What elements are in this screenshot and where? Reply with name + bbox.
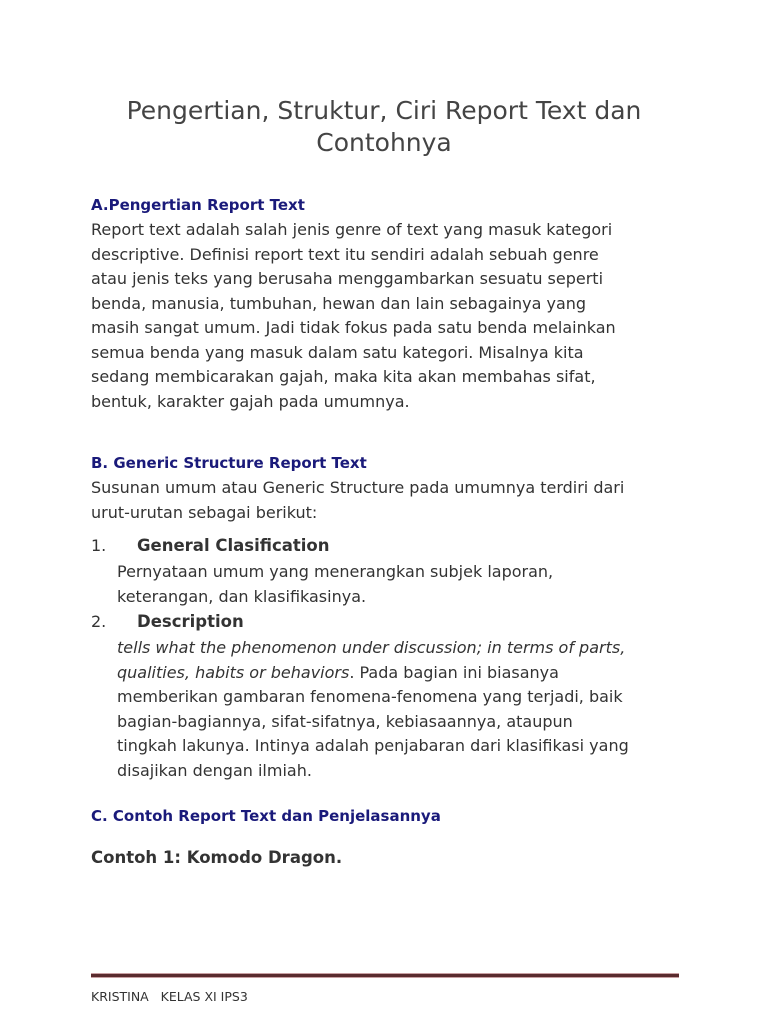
italic-text: qualities, habits or behaviors — [117, 662, 350, 682]
section-a-body — [91, 218, 616, 414]
item-number: 2. — [91, 612, 107, 631]
paragraph-line: masih sangat umum. Jadi tidak fokus pada satu benda melainkan — [91, 318, 616, 337]
paragraph-line: descriptive. Definisi report text itu sendiri adalah sebuah genre — [91, 244, 599, 264]
paragraph-line: disajikan dengan ilmiah. — [117, 760, 312, 780]
item-title: Description — [137, 612, 244, 631]
paragraph-line: bentuk, karakter gajah pada umumnya. — [91, 391, 410, 411]
paragraph-line: sedang membicarakan gajah, maka kita akan membahas sifat, — [91, 367, 596, 386]
section-a-heading: A.Pengertian Report Text — [91, 196, 305, 214]
footer — [91, 989, 248, 1004]
paragraph-line: Pernyataan umum yang menerangkan subjek laporan, — [117, 562, 554, 581]
paragraph-line: benda, manusia, tumbuhan, hewan dan lain sebagainya yang — [91, 293, 587, 313]
list-item-heading — [91, 611, 244, 633]
paragraph-line: tingkah lakunya. Intinya adalah penjabaran dari klasifikasi yang — [117, 736, 629, 755]
title-line: Contohnya — [316, 128, 452, 157]
paragraph-line: semua benda yang masuk dalam satu kategori. Misalnya kita — [91, 342, 584, 362]
paragraph-line: urut-urutan sebagai berikut: — [91, 502, 318, 522]
paragraph-line: Susunan umum atau Generic Structure pada umumnya terdiri dari — [91, 478, 625, 497]
italic-text: tells what the phenomenon under discussion; in terms of parts, — [117, 638, 626, 657]
section-c-heading: C. Contoh Report Text dan Penjelasannya — [91, 807, 441, 825]
example-title: Contoh 1: Komodo Dragon. — [91, 848, 343, 867]
footer-name: KRISTINA — [91, 989, 149, 1004]
paragraph-line: Report text adalah salah jenis genre of text yang masuk kategori — [91, 220, 613, 239]
paragraph-line: keterangan, dan klasifikasinya. — [117, 586, 367, 606]
paragraph-line: atau jenis teks yang berusaha menggambarkan sesuatu seperti — [91, 269, 604, 288]
paragraph-line — [117, 661, 629, 686]
footer-class: KELAS XI IPS3 — [160, 989, 248, 1004]
item-body — [117, 636, 629, 783]
document-title — [0, 95, 768, 159]
text: . Pada bagian ini biasanya — [349, 662, 559, 682]
item-body — [117, 560, 553, 609]
paragraph-line — [117, 636, 629, 661]
paragraph-line: memberikan gambaran fenomena-fenomena yang terjadi, baik — [117, 687, 623, 706]
title-line: Pengertian, Struktur, Ciri Report Text dan — [126, 96, 642, 125]
footer-divider — [91, 973, 679, 978]
item-title: General Clasification — [137, 536, 330, 555]
paragraph-line: bagian-bagiannya, sifat-sifatnya, kebiasaannya, ataupun — [117, 711, 573, 731]
section-b-body — [91, 476, 624, 525]
section-b-heading: B. Generic Structure Report Text — [91, 454, 367, 472]
item-number: 1. — [91, 536, 107, 555]
list-item-heading — [91, 535, 330, 557]
